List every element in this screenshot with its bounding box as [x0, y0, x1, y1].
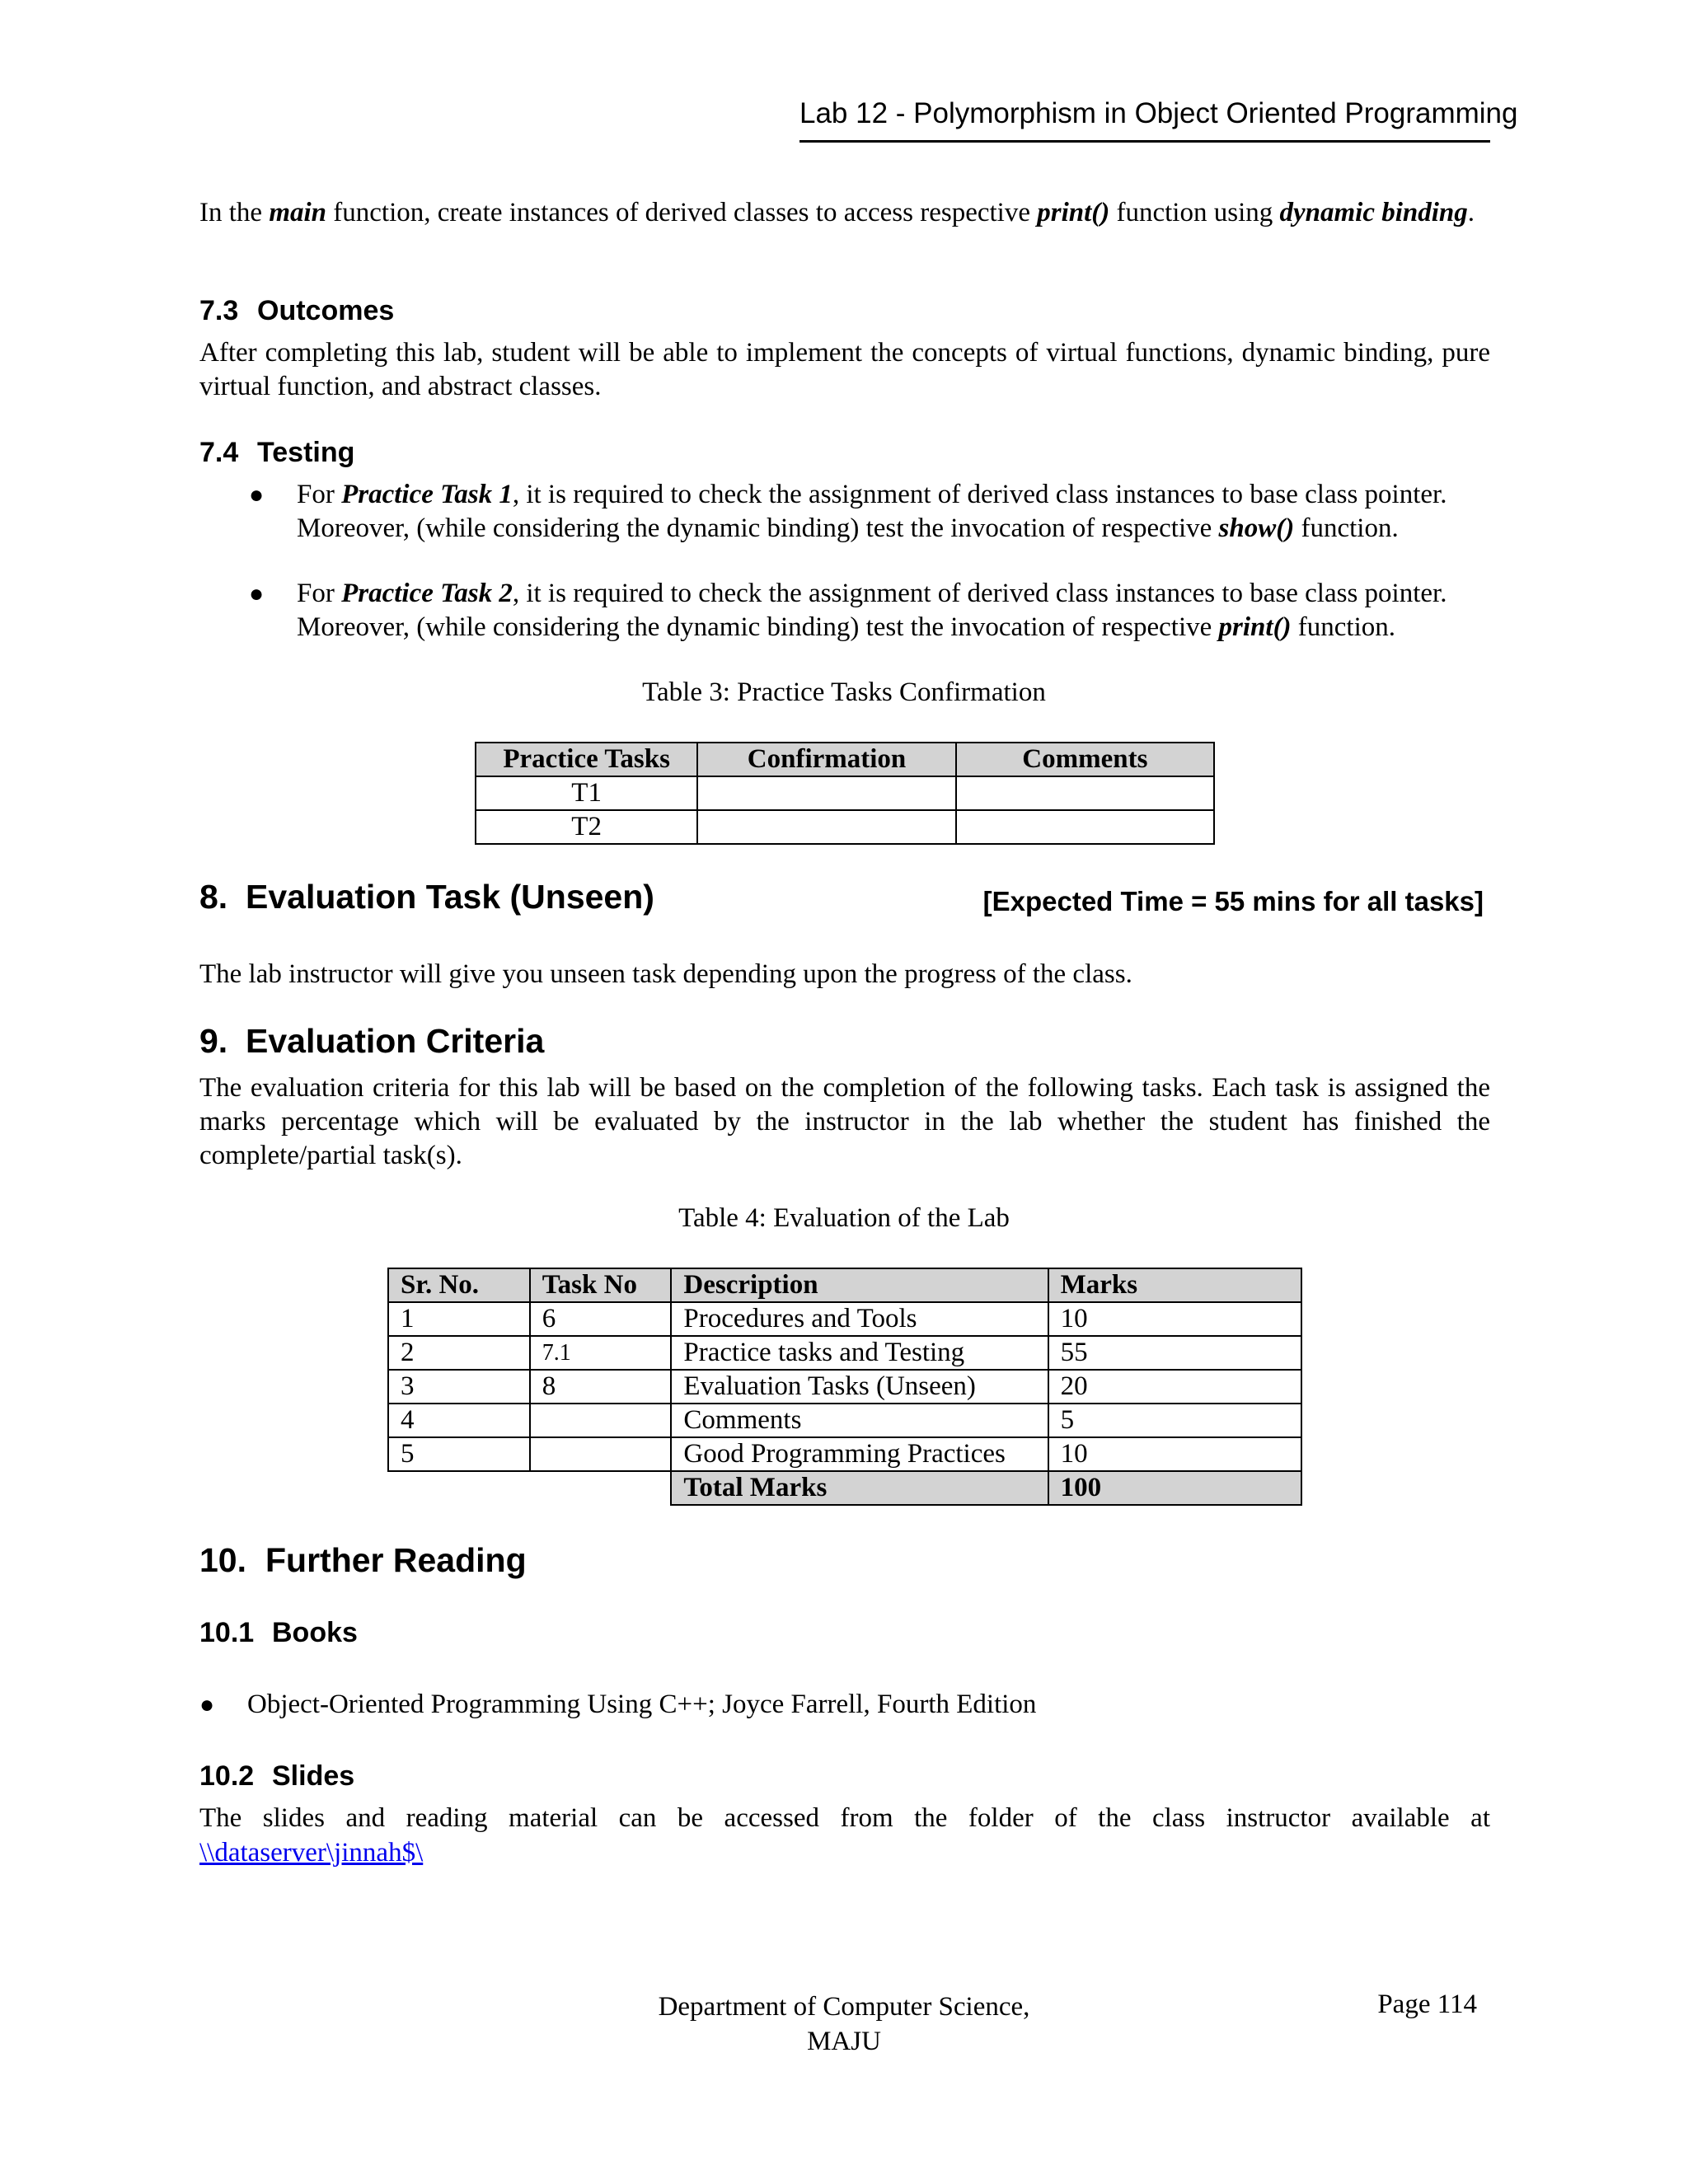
- table-cell: [956, 776, 1214, 810]
- table-header-cell: Task No: [530, 1268, 672, 1302]
- table-cell: [697, 776, 955, 810]
- total-marks-value: 100: [1048, 1471, 1301, 1505]
- table-cell: 10: [1048, 1437, 1301, 1471]
- testing-bullet-2: ● For Practice Task 2, it is required to check the assignment of derived class instances to base class pointer. Moreover, (while considering the dynamic binding) test the invocation of respective print() function.: [249, 579, 1447, 642]
- page-number: Page 114: [1377, 1990, 1477, 2019]
- bullet-icon: ●: [249, 580, 265, 607]
- table-cell-empty: [388, 1471, 530, 1505]
- table-cell: Evaluation Tasks (Unseen): [671, 1370, 1048, 1404]
- table-header-cell: Sr. No.: [388, 1268, 530, 1302]
- table-cell: 5: [388, 1437, 530, 1471]
- dynamic-binding-keyword: dynamic binding: [1279, 198, 1468, 227]
- table-cell: Comments: [671, 1404, 1048, 1437]
- table-header-cell: Confirmation: [697, 743, 955, 776]
- bullet-icon: ●: [199, 1691, 215, 1718]
- table-cell: [956, 810, 1214, 844]
- table-cell: [530, 1404, 672, 1437]
- table-total-row: [388, 1471, 1301, 1505]
- table-cell: 20: [1048, 1370, 1301, 1404]
- table-header-row: [476, 743, 1214, 776]
- table-header-cell: Comments: [956, 743, 1214, 776]
- table-cell-empty: [530, 1471, 672, 1505]
- section-heading-books: 10.1 Books: [199, 1617, 358, 1648]
- total-marks-label: Total Marks: [671, 1471, 1048, 1505]
- table-row: [476, 776, 1214, 810]
- section-heading-outcomes: 7.3 Outcomes: [199, 295, 395, 326]
- intro-paragraph: In the main function, create instances of derived classes to access respective print() function using dynamic binding.: [199, 198, 1475, 227]
- evaluation-table: [387, 1268, 1302, 1506]
- table-cell: 6: [530, 1302, 672, 1336]
- book-list-item: ● Object-Oriented Programming Using C++; Joyce Farrell, Fourth Edition: [247, 1688, 1484, 1722]
- table-cell: 5: [1048, 1404, 1301, 1437]
- table-header-row: [388, 1268, 1301, 1302]
- table3-caption: Table 3: Practice Tasks Confirmation: [642, 677, 1046, 707]
- table4-caption: Table 4: Evaluation of the Lab: [678, 1203, 1010, 1233]
- table-row: [476, 810, 1214, 844]
- table-cell: 10: [1048, 1302, 1301, 1336]
- dataserver-link[interactable]: \\dataserver\jinnah$\: [199, 1838, 424, 1868]
- main-keyword: main: [269, 198, 327, 227]
- testing-bullet-1: ● For Practice Task 1, it is required to check the assignment of derived class instances to base class pointer. Moreover, (while considering the dynamic binding) test the invocation of respective show() function.: [249, 480, 1447, 543]
- section-heading-testing: 7.4 Testing: [199, 437, 355, 468]
- slides-paragraph: The slides and reading material can be accessed from the folder of the class instructor available at: [199, 1803, 1490, 1833]
- section-heading-evaluation-task: 8. Evaluation Task (Unseen): [199, 878, 654, 916]
- criteria-paragraph: The evaluation criteria for this lab will be based on the completion of the following tasks. Each task is assigned the marks percentage which will be evaluated by the instructor in the lab whether the student has finished the complete/partial task(s).: [199, 1073, 1490, 1170]
- table-cell: 8: [530, 1370, 672, 1404]
- section-heading-further-reading: 10. Further Reading: [199, 1541, 527, 1579]
- evaluation-task-paragraph: The lab instructor will give you unseen task depending upon the progress of the class.: [199, 959, 1132, 989]
- table-row: [388, 1404, 1301, 1437]
- footer-department: Department of Computer Science, MAJU: [658, 1992, 1030, 2056]
- table-row: [388, 1302, 1301, 1336]
- outcomes-paragraph: After completing this lab, student will be able to implement the concepts of virtual functions, dynamic binding, pure virtual function, and abstract classes.: [199, 338, 1490, 401]
- section-heading-evaluation-criteria: 9. Evaluation Criteria: [199, 1022, 545, 1060]
- table-cell: [697, 810, 955, 844]
- table-header-cell: Marks: [1048, 1268, 1301, 1302]
- table-cell: T2: [476, 810, 697, 844]
- table-cell: 3: [388, 1370, 530, 1404]
- bullet-icon: ●: [249, 481, 265, 509]
- table-cell: Procedures and Tools: [671, 1302, 1048, 1336]
- table-row: [388, 1370, 1301, 1404]
- table-cell: 55: [1048, 1336, 1301, 1370]
- table-cell: T1: [476, 776, 697, 810]
- section-heading-slides: 10.2 Slides: [199, 1760, 355, 1792]
- table-cell: 4: [388, 1404, 530, 1437]
- table-cell: Good Programming Practices: [671, 1437, 1048, 1471]
- table-cell: [530, 1437, 672, 1471]
- print-keyword: print(): [1037, 198, 1110, 227]
- table-row: [388, 1336, 1301, 1370]
- table-cell: 7.1: [530, 1336, 672, 1370]
- table-header-cell: Practice Tasks: [476, 743, 697, 776]
- table-cell: Practice tasks and Testing: [671, 1336, 1048, 1370]
- table-cell: 1: [388, 1302, 530, 1336]
- table-row: [388, 1437, 1301, 1471]
- practice-tasks-table: [475, 742, 1215, 845]
- running-header: Lab 12 - Polymorphism in Object Oriented Programming: [799, 97, 1490, 143]
- table-header-cell: Description: [671, 1268, 1048, 1302]
- table-cell: 2: [388, 1336, 530, 1370]
- expected-time-label: [Expected Time = 55 mins for all tasks]: [982, 886, 1484, 916]
